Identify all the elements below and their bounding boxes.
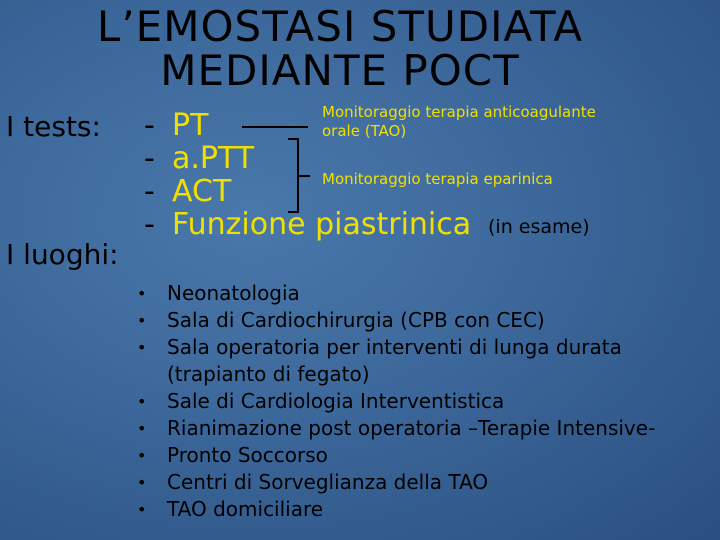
- bullet-icon: •: [137, 446, 147, 465]
- place-item: [135, 280, 655, 307]
- bullet-icon: •: [137, 392, 147, 411]
- test-aptt: a.PTT: [172, 141, 255, 176]
- note-tao-line-2: orale (TAO): [322, 122, 407, 140]
- bullet-icon: •: [137, 284, 147, 303]
- place-text: Neonatologia: [167, 281, 300, 305]
- place-text: Sale di Cardiologia Interventistica: [167, 389, 505, 413]
- test-platelet-function: Funzione piastrinica: [172, 207, 472, 242]
- place-text: Pronto Soccorso: [167, 443, 328, 467]
- place-item: [135, 334, 655, 388]
- place-item: [135, 469, 655, 496]
- note-heparin: Monitoraggio terapia eparinica: [322, 170, 553, 188]
- test-act: ACT: [172, 174, 232, 209]
- places-label: I luoghi:: [6, 238, 119, 271]
- bracket-aptt-act: [288, 139, 310, 212]
- dash-4: -: [144, 207, 155, 242]
- bullet-icon: •: [137, 473, 147, 492]
- test-pt: PT: [172, 108, 209, 143]
- place-item: [135, 442, 655, 469]
- bullet-icon: •: [137, 419, 147, 438]
- dash-2: -: [144, 141, 155, 176]
- place-item: [135, 415, 655, 442]
- bullet-icon: •: [137, 311, 147, 330]
- place-text: Centri di Sorveglianza della TAO: [167, 470, 489, 494]
- place-subtext: (trapianto di fegato): [167, 362, 370, 386]
- place-text: Sala operatoria per interventi di lunga durata: [167, 335, 622, 359]
- dash-1: -: [144, 108, 155, 143]
- bullet-icon: •: [137, 338, 147, 357]
- place-text: TAO domiciliare: [167, 497, 324, 521]
- place-text: Sala di Cardiochirurgia (CPB con CEC): [167, 308, 545, 332]
- tests-label: I tests:: [6, 110, 101, 143]
- slide-title-line-2: MEDIANTE POCT: [160, 46, 520, 95]
- slide-title-line-1: L’EMOSTASI STUDIATA: [96, 2, 584, 51]
- places-list: [135, 280, 655, 523]
- dash-3: -: [144, 174, 155, 209]
- place-item: [135, 307, 655, 334]
- place-text: Rianimazione post operatoria –Terapie Intensive-: [167, 416, 656, 440]
- note-tao: [322, 103, 596, 141]
- bullet-icon: •: [137, 500, 147, 519]
- place-item: [135, 496, 655, 523]
- place-item: [135, 388, 655, 415]
- note-tao-line-1: Monitoraggio terapia anticoagulante: [322, 103, 596, 121]
- under-review-note: (in esame): [488, 216, 590, 238]
